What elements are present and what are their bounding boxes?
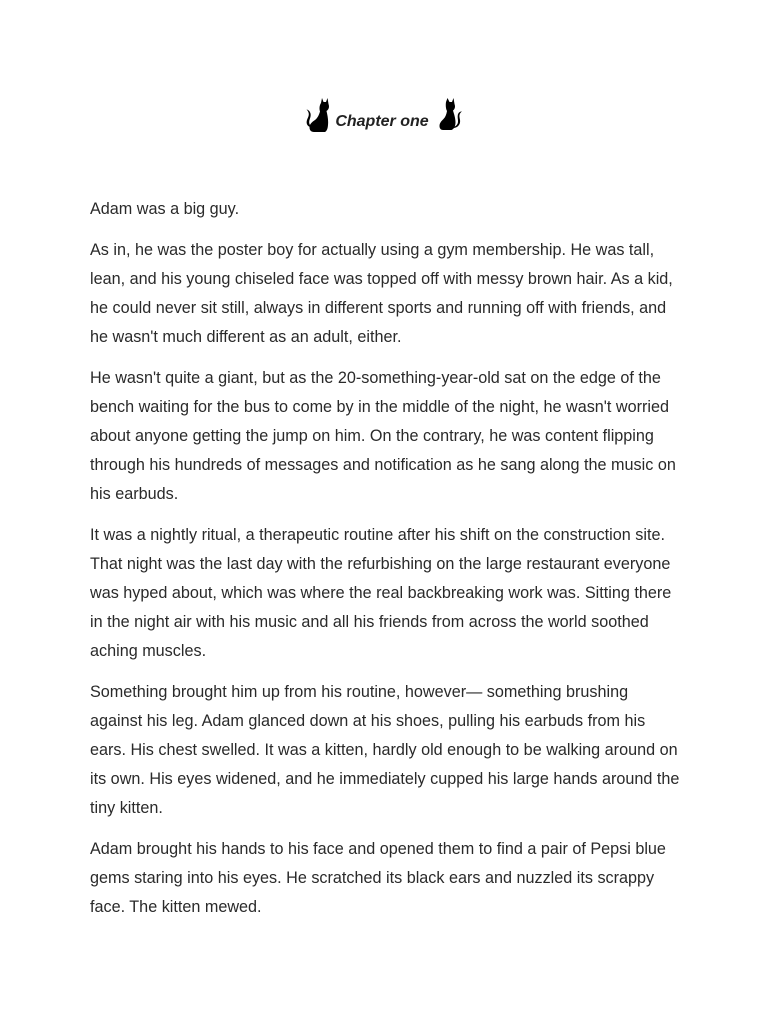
paragraph: Adam brought his hands to his face and opened them to find a pair of Pepsi blue gems staring into his eyes. He scratched its black ears and nuzzled its scrappy face. The kitten mewed. xyxy=(90,840,666,916)
chapter-title: Chapter one xyxy=(335,113,429,130)
paragraph: Something brought him up from his routine, however— something brushing against his leg. Adam glanced down at his shoes, pulling his earbuds from his ears. His chest swelled. It was a kitten, hardly old enough to be walking around on its own. His eyes widened, and he immediately cupped his large hands around the tiny kitten. xyxy=(90,683,680,817)
paragraph: It was a nightly ritual, a therapeutic routine after his shift on the construction site. That night was the last day with the refurbishing on the large restaurant everyone was hyped about, which was where the real backbreaking work was. Sitting there in the night air with his music and all his friends from across the world soothed aching muscles. xyxy=(90,526,672,660)
cat-silhouette-icon xyxy=(437,94,463,132)
paragraph: Adam was a big guy. xyxy=(90,200,240,218)
paragraph: As in, he was the poster boy for actually using a gym membership. He was tall, lean, and his young chiseled face was topped off with messy brown hair. As a kid, he could never sit still, always in different sports and running off with friends, and he wasn't much different as an adult, either. xyxy=(90,241,673,346)
paragraph: He wasn't quite a giant, but as the 20-something-year-old sat on the edge of the bench waiting for the bus to come by in the middle of the night, he wasn't worried about anyone getting the jump on him. On the contrary, he was content flipping through his hundreds of messages and notification as he sang along the music on his earbuds. xyxy=(90,369,676,503)
cat-silhouette-icon xyxy=(305,96,331,134)
chapter-heading xyxy=(0,94,768,134)
chapter-body xyxy=(90,195,680,934)
